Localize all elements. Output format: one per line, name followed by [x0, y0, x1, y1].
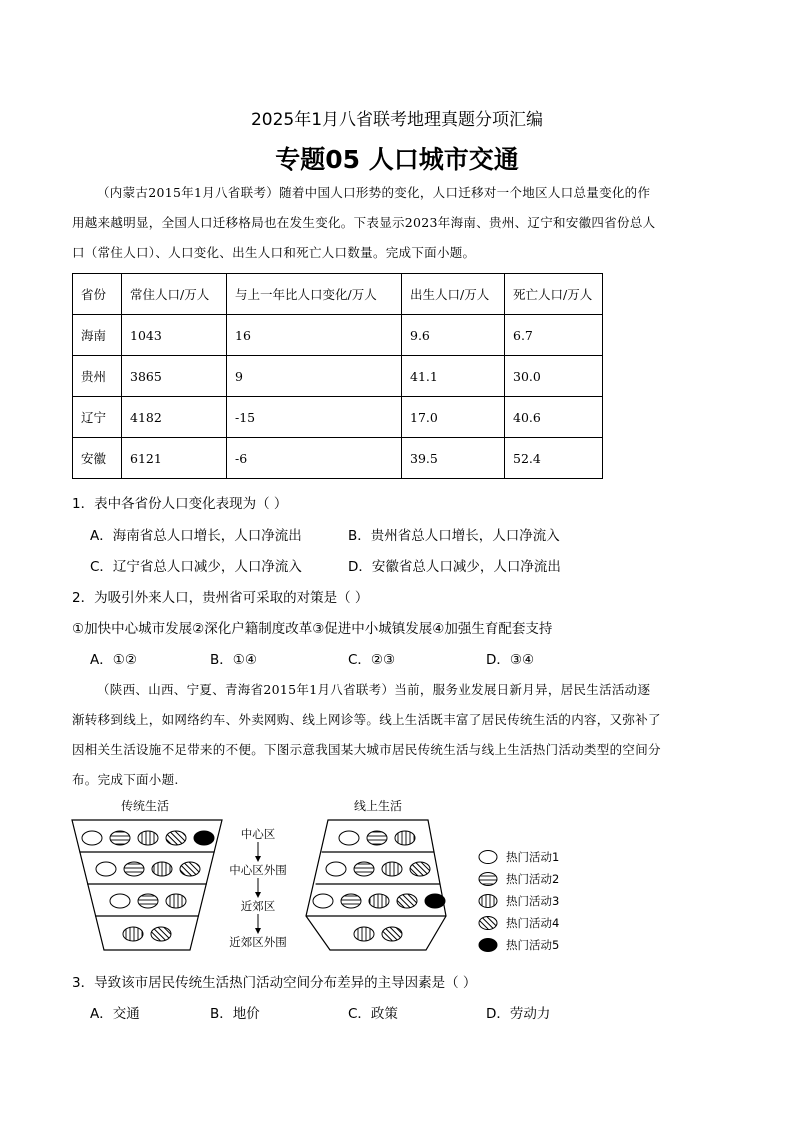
table-header-row	[73, 274, 603, 315]
table-cell: 6.7	[505, 315, 603, 356]
question-2-option-a[interactable]: A．①②	[90, 652, 137, 668]
table-cell: 9	[227, 356, 402, 397]
table-cell: 9.6	[402, 315, 505, 356]
legend-label: 热门活动5	[506, 938, 560, 952]
legend-label: 热门活动4	[506, 916, 560, 930]
table-row	[73, 356, 603, 397]
question-3-stem: 3．导致该市居民传统生活热门活动空间分布差异的主导因素是（ ）	[72, 975, 477, 991]
question-1-option-b[interactable]: B．贵州省总人口增长，人口净流入	[348, 528, 560, 544]
intro2-line2: 渐转移到线上，如网络约车、外卖网购、线上网诊等。线上生活既丰富了居民传统生活的内容，又弥补了	[72, 712, 661, 727]
table-cell: 6121	[122, 438, 227, 479]
question-2-option-d[interactable]: D．③④	[486, 652, 535, 668]
intro2-line4: 布。完成下面小题.	[72, 772, 179, 787]
activity-distribution-figure	[60, 798, 600, 958]
traditional-life-diagram	[72, 820, 222, 950]
table-cell: 39.5	[402, 438, 505, 479]
table-cell: 30.0	[505, 356, 603, 397]
intro-paragraph-1	[72, 178, 720, 268]
population-table	[72, 273, 603, 479]
table-cell: 41.1	[402, 356, 505, 397]
table-cell: 1043	[122, 315, 227, 356]
question-2-option-c[interactable]: C．②③	[348, 652, 396, 668]
question-3-option-b[interactable]: B．地价	[210, 1006, 260, 1022]
table-cell: 海南	[73, 315, 122, 356]
topic-title: 专题05 人口城市交通	[275, 145, 519, 174]
document-title: 2025年1月八省联考地理真题分项汇编	[250, 110, 544, 130]
online-life-diagram	[306, 820, 446, 950]
table-cell: 辽宁	[73, 397, 122, 438]
question-2-option-b[interactable]: B．①④	[210, 652, 257, 668]
intro-paragraph-2	[72, 675, 720, 795]
intro2-line1: （陕西、山西、宁夏、青海省2015年1月八省联考）当前，服务业发展日新月异，居民生活活动逐	[97, 682, 651, 697]
zone-label: 中心区	[240, 827, 276, 841]
table-header-cell: 死亡人口/万人	[505, 274, 603, 315]
zone-labels	[229, 827, 287, 949]
zone-label: 近郊区外围	[229, 935, 287, 949]
legend-label: 热门活动1	[506, 850, 560, 864]
figure-legend	[479, 850, 559, 952]
question-1-option-a[interactable]: A．海南省总人口增长，人口净流出	[90, 528, 302, 544]
intro1-line2: 用越来越明显，全国人口迁移格局也在发生变化。下表显示2023年海南、贵州、辽宁和安徽四省份总人	[72, 215, 656, 230]
table-cell: 4182	[122, 397, 227, 438]
table-cell: 17.0	[402, 397, 505, 438]
table-cell: -15	[227, 397, 402, 438]
intro1-line3: 口（常住人口）、人口变化、出生人口和死亡人口数量。完成下面小题。	[72, 245, 476, 260]
table-header-cell: 与上一年比人口变化/万人	[227, 274, 402, 315]
table-row	[73, 315, 603, 356]
table-row	[73, 397, 603, 438]
question-2-items: ①加快中心城市发展②深化户籍制度改革③促进中小城镇发展④加强生育配套支持	[72, 621, 553, 637]
table-cell: 贵州	[73, 356, 122, 397]
table-cell: 16	[227, 315, 402, 356]
question-1-option-d[interactable]: D．安徽省总人口减少，人口净流出	[348, 559, 561, 575]
legend-label: 热门活动3	[506, 894, 560, 908]
table-cell: -6	[227, 438, 402, 479]
left-figure-title: 传统生活	[120, 799, 170, 813]
question-3-option-c[interactable]: C．政策	[348, 1006, 398, 1022]
question-3-option-d[interactable]: D．劳动力	[486, 1006, 551, 1022]
table-cell: 安徽	[73, 438, 122, 479]
zone-label: 中心区外围	[229, 863, 287, 877]
legend-label: 热门活动2	[506, 872, 560, 886]
question-3-option-a[interactable]: A．交通	[90, 1006, 140, 1022]
table-row	[73, 438, 603, 479]
zone-label: 近郊区	[240, 899, 276, 913]
table-cell: 52.4	[505, 438, 603, 479]
table-header-cell: 出生人口/万人	[402, 274, 505, 315]
question-1-stem: 1．表中各省份人口变化表现为（ ）	[72, 496, 288, 512]
table-cell: 3865	[122, 356, 227, 397]
table-header-cell: 常住人口/万人	[122, 274, 227, 315]
table-header-cell: 省份	[73, 274, 122, 315]
right-figure-title: 线上生活	[353, 799, 403, 813]
intro2-line3: 因相关生活设施不足带来的不便。下图示意我国某大城市居民传统生活与线上生活热门活动类型的空间分	[72, 742, 661, 757]
table-cell: 40.6	[505, 397, 603, 438]
question-2-stem: 2．为吸引外来人口，贵州省可采取的对策是（ ）	[72, 590, 369, 606]
intro1-line1: （内蒙古2015年1月八省联考）随着中国人口形势的变化，人口迁移对一个地区人口总量变化的作	[97, 185, 651, 200]
question-1-option-c[interactable]: C．辽宁省总人口减少，人口净流入	[90, 559, 302, 575]
